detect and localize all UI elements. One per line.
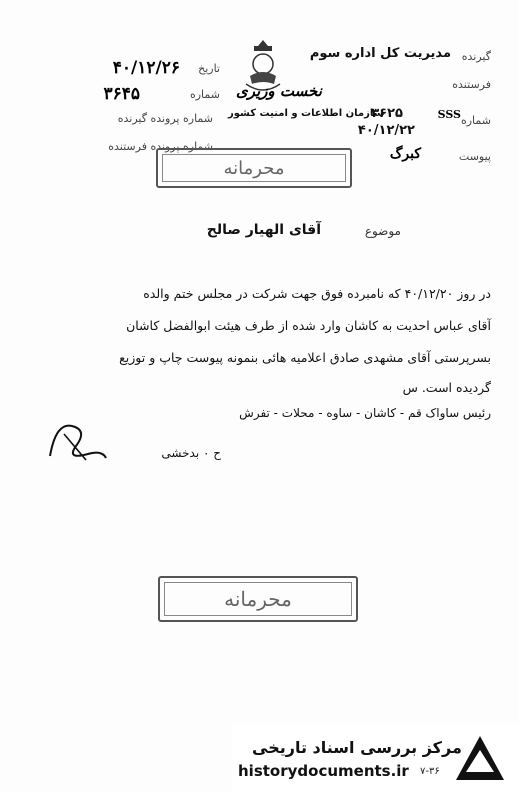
- number-mark: SSS: [437, 108, 461, 121]
- subject-row: [101, 222, 401, 244]
- attachment-label: پیوست: [458, 150, 491, 163]
- file-receiver-label: شماره پرونده گیرنده: [117, 112, 213, 125]
- recipient-label: گیرنده: [461, 50, 491, 63]
- serial-value: ۳۶۴۵: [103, 84, 140, 104]
- confidential-stamp-bottom: محرمانه: [158, 576, 358, 622]
- body-line-1: در روز ۴۰/۱۲/۲۰ که نامبرده فوق جهت شرکت در مجلس ختم والده: [143, 286, 491, 301]
- body-line-3: بسرپرستی آقای مشهدی صادق اعلامیه هائی بنمونه پیوست چاپ و توزیع: [119, 350, 491, 365]
- footer-url: historydocuments.ir: [238, 762, 409, 780]
- date-value: ۴۰/۱۲/۲۶: [112, 58, 180, 78]
- sender-label: فرستنده: [452, 78, 491, 91]
- file-sender-label: شماره پرونده فرستنده: [108, 140, 213, 153]
- book-logo-icon: [452, 728, 508, 788]
- number-date: ۴۰/۱۲/۲۲: [357, 123, 415, 138]
- body-line-4: گردیده است. س: [402, 380, 491, 395]
- subject-value: آقای الهیار صالح: [206, 222, 321, 238]
- number-label: شماره: [460, 114, 491, 127]
- subject-label: موضوع: [364, 224, 401, 238]
- confidential-stamp-top: محرمانه: [156, 148, 352, 188]
- recipient-row: [295, 46, 491, 68]
- date-label: تاریخ: [198, 62, 220, 75]
- sender-row: [295, 74, 491, 96]
- ministry-line-1: نخست وزیری: [236, 82, 322, 100]
- ministry-line-2: سازمان اطلاعات و امنیت کشور: [228, 108, 384, 119]
- footer-title: مرکز بررسی اسناد تاریخی: [252, 738, 462, 757]
- number-value: ۳۶۲۵: [371, 106, 403, 121]
- footer-code: ۷-۳۶: [420, 766, 440, 777]
- signature-line: رئیس ساواک قم - کاشان - ساوه - محلات - تفرش: [239, 406, 491, 420]
- number-row: [295, 106, 491, 146]
- recipient-value: مدیریت کل اداره سوم: [309, 46, 451, 61]
- attachment-value: کبرگ: [389, 146, 421, 162]
- handwritten-signature-icon: [42, 416, 112, 466]
- body-line-2: آقای عباس احدیت به کاشان وارد شده از طرف هیئت ابوالفضل کاشان: [126, 318, 491, 333]
- signature-initials: ح ۰ بدخشی: [161, 446, 221, 460]
- serial-label: شماره: [189, 88, 220, 101]
